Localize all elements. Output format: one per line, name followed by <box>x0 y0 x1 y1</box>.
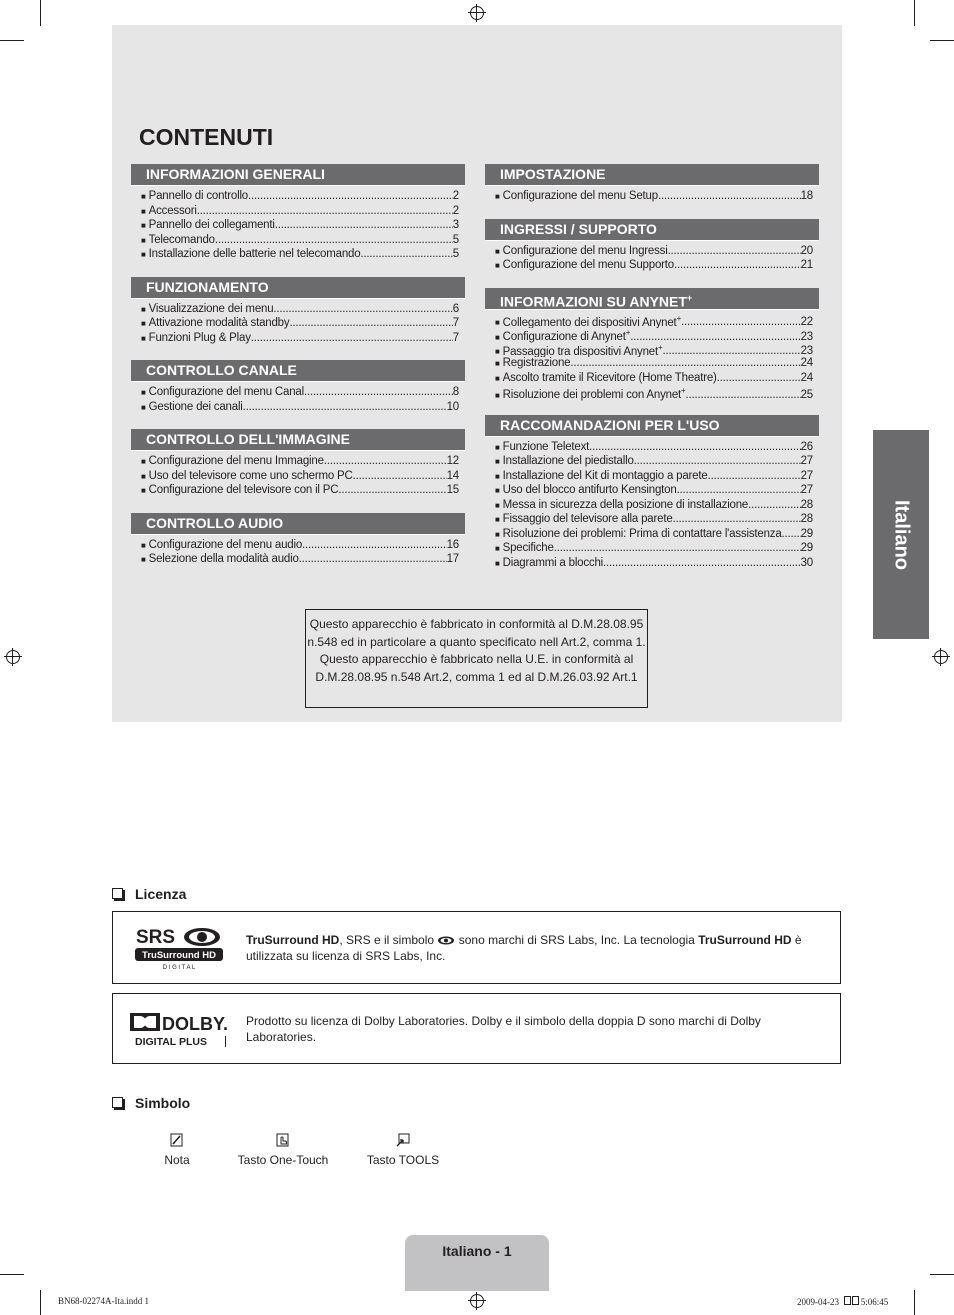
toc-page-number: 7 <box>452 317 459 329</box>
toc-page-number: 5 <box>452 248 459 260</box>
toc-entry: ■ Configurazione del menu Canal ..... 8 <box>131 386 465 401</box>
toc-page-number: 27 <box>800 484 813 496</box>
toc-page-number: 28 <box>800 498 813 511</box>
tools-icon <box>396 1133 410 1147</box>
dolby-logo-icon <box>129 1010 229 1050</box>
toc-entry: ■ Installazione del piedistallo ..... 27 <box>485 455 819 470</box>
toc-entry: ■ Collegamento dei dispositivi Anynet+ ..... 22 <box>485 314 819 329</box>
toc-entry: ■ Uso del televisore come uno schermo PC ..... 14 <box>131 470 465 485</box>
crop-mark <box>930 40 954 41</box>
toc-section <box>131 429 465 499</box>
toc-section <box>485 415 819 572</box>
square-bullet-icon: ■ <box>141 192 146 201</box>
toc-page-number: 25 <box>800 388 813 401</box>
toc-section-heading: FUNZIONAMENTO <box>131 277 465 299</box>
page-number-tab: Italiano - 1 <box>405 1235 549 1291</box>
square-bullet-icon: ■ <box>141 402 146 412</box>
square-bullet-icon: ■ <box>141 486 146 495</box>
page-title: CONTENUTI <box>139 124 274 150</box>
toc-page-number: 29 <box>800 527 813 540</box>
srs-symbol-icon <box>437 936 455 945</box>
square-bullet-icon: ■ <box>495 515 500 524</box>
crop-mark <box>40 1290 41 1315</box>
toc-page-number: 23 <box>800 345 813 357</box>
registration-mark-icon <box>468 1292 486 1310</box>
toc-page-number: 2 <box>452 190 459 202</box>
symbol-note: Nota <box>150 1133 204 1167</box>
square-bullet-icon: ■ <box>141 304 146 314</box>
toc-page-number: 3 <box>452 219 459 231</box>
conformity-notice: Questo apparecchio è fabbricato in conformità al D.M.28.08.95 n.548 ed in particolare a quanto specificato nell Art.2, comma 1. Questo apparecchio è fabbricato nella U.E. in conformità al D.M.28.08.95 n.548 Art.2, comma 1 ed al D.M.26.03.92 Art.1 <box>305 609 648 708</box>
crop-mark <box>930 1274 954 1275</box>
toc-page-number: 24 <box>800 371 813 384</box>
toc-section-heading: CONTROLLO DELL'IMMAGINE <box>131 429 465 451</box>
toc-page-number: 18 <box>800 190 813 202</box>
toc-page-number: 24 <box>800 357 813 369</box>
square-bullet-icon: ■ <box>495 529 500 539</box>
toc-page-number: 7 <box>452 331 459 344</box>
svg-text:D I G I T A L: D I G I T A L <box>162 965 196 970</box>
toc-entry: ■ Installazione delle batterie nel telecomando ..... 5 <box>131 248 465 263</box>
crop-mark <box>914 0 915 26</box>
toc-page-number: 27 <box>800 455 813 467</box>
toc-page-number: 28 <box>800 513 813 525</box>
toc-entry: ■ Telecomando ..... 5 <box>131 234 465 249</box>
toc-section <box>485 164 819 205</box>
toc-page-number: 20 <box>800 244 813 257</box>
square-bullet-icon: ■ <box>141 250 146 259</box>
toc-entry: ■ Pannello di controllo ..... 2 <box>131 190 465 205</box>
registration-mark-icon <box>4 648 22 666</box>
toc-page-number: 8 <box>452 386 459 398</box>
square-bullet-icon: ■ <box>495 373 500 383</box>
square-bullet-icon: ■ <box>495 457 500 466</box>
square-bullet-icon: ■ <box>495 359 500 368</box>
checkbox-square-icon <box>112 1097 123 1108</box>
toc-right-column <box>485 164 819 585</box>
toc-page-number: 27 <box>800 469 813 482</box>
square-bullet-icon: ■ <box>495 390 500 400</box>
square-bullet-icon: ■ <box>141 333 146 343</box>
crop-mark <box>40 0 41 26</box>
toc-section-heading: CONTROLLO CANALE <box>131 360 465 382</box>
dolby-license-box <box>112 993 841 1064</box>
toc-entry: ■ Configurazione del menu Immagine ..... 12 <box>131 455 465 470</box>
toc-left-column <box>131 164 465 582</box>
svg-text:TruSurround HD: TruSurround HD <box>142 950 216 961</box>
toc-page-number: 2 <box>452 204 459 217</box>
square-bullet-icon: ■ <box>141 319 146 328</box>
toc-page-number: 17 <box>446 553 459 565</box>
toc-page-number: 23 <box>800 330 813 343</box>
square-bullet-icon: ■ <box>495 192 500 201</box>
square-bullet-icon: ■ <box>141 235 146 245</box>
toc-section <box>131 513 465 568</box>
footer-file: BN68-02274A-Ita.indd 1 <box>58 1296 149 1306</box>
toc-page-number: 12 <box>446 455 459 467</box>
toc-page-number: 26 <box>800 440 813 453</box>
toc-page-number: 10 <box>446 400 459 413</box>
toc-page-number: 29 <box>800 542 813 554</box>
svg-text:DOLBY.: DOLBY. <box>162 1014 229 1034</box>
toc-section <box>485 288 819 401</box>
toc-section-heading: INFORMAZIONI GENERALI <box>131 164 465 186</box>
toc-page-number: 30 <box>800 556 813 569</box>
square-bullet-icon: ■ <box>495 558 500 568</box>
toc-entry: ■ Fissaggio del televisore alla parete ..... 28 <box>485 513 819 528</box>
symbol-one-touch: Tasto One-Touch <box>232 1133 334 1167</box>
square-bullet-icon: ■ <box>495 471 500 481</box>
square-bullet-icon: ■ <box>141 555 146 564</box>
toc-page-number: 6 <box>452 302 459 315</box>
toc-entry: ■ Attivazione modalità standby ..... 7 <box>131 317 465 332</box>
one-touch-icon <box>276 1133 290 1147</box>
square-bullet-icon: ■ <box>495 442 500 452</box>
toc-entry: ■ Configurazione di Anynet+ ..... 23 <box>485 328 819 343</box>
square-bullet-icon: ■ <box>495 246 500 256</box>
note-icon <box>170 1133 184 1147</box>
toc-entry: ■ Configurazione del menu audio ..... 16 <box>131 539 465 554</box>
srs-license-text: TruSurround HD, SRS e il simbolo sono marchi di SRS Labs, Inc. La tecnologia TruSurround HD è utilizzata su licenza di SRS Labs, Inc. <box>246 933 802 963</box>
toc-section-heading: CONTROLLO AUDIO <box>131 513 465 535</box>
symbol-heading: Simbolo <box>112 1095 190 1111</box>
toc-page-number: 15 <box>446 484 459 496</box>
square-bullet-icon: ■ <box>495 544 500 553</box>
square-bullet-icon: ■ <box>495 318 500 328</box>
square-bullet-icon: ■ <box>141 457 146 466</box>
language-side-tab: Italiano <box>873 430 929 639</box>
toc-entry: ■ Configurazione del televisore con il PC ..... 15 <box>131 484 465 499</box>
toc-entry: ■ Risoluzione dei problemi: Prima di contattare l'assistenza ..... 29 <box>485 528 819 543</box>
srs-logo-icon <box>135 926 225 970</box>
toc-entry: ■ Specifiche ..... 29 <box>485 542 819 557</box>
toc-entry: ■ Installazione del Kit di montaggio a parete ..... 27 <box>485 470 819 485</box>
crop-mark <box>0 1274 24 1275</box>
toc-section <box>131 360 465 415</box>
toc-section <box>131 277 465 347</box>
square-bullet-icon: ■ <box>141 221 146 230</box>
toc-entry: ■ Configurazione del menu Setup ..... 18 <box>485 190 819 205</box>
toc-section-heading: RACCOMANDAZIONI PER L'USO <box>485 415 819 437</box>
toc-page-number: 5 <box>452 233 459 246</box>
square-bullet-icon: ■ <box>141 388 146 397</box>
toc-entry: ■ Funzioni Plug & Play ..... 7 <box>131 332 465 347</box>
registration-mark-icon <box>932 648 950 666</box>
toc-page-number: 14 <box>446 469 459 482</box>
square-bullet-icon: ■ <box>495 261 500 270</box>
toc-entry: ■ Registrazione ..... 24 <box>485 357 819 372</box>
toc-entry: ■ Messa in sicurezza della posizione di installazione ..... 28 <box>485 499 819 514</box>
svg-text:SRS: SRS <box>136 927 176 948</box>
toc-page-number: 22 <box>800 316 813 328</box>
toc-section-heading: INGRESSI / SUPPORTO <box>485 219 819 241</box>
toc-section <box>131 164 465 263</box>
square-bullet-icon: ■ <box>495 332 500 342</box>
toc-entry: ■ Funzione Teletext ..... 26 <box>485 441 819 456</box>
toc-entry: ■ Pannello dei collegamenti ..... 3 <box>131 219 465 234</box>
toc-page-number: 21 <box>800 259 813 271</box>
registration-mark-icon <box>468 4 486 22</box>
toc-entry: ■ Ascolto tramite il Ricevitore (Home Theatre) ..... 24 <box>485 372 819 387</box>
toc-section-heading: IMPOSTAZIONE <box>485 164 819 186</box>
toc-section-heading: INFORMAZIONI SU ANYNET+ <box>485 288 819 310</box>
toc-entry: ■ Visualizzazione dei menu ..... 6 <box>131 303 465 318</box>
checkbox-square-icon <box>112 888 123 899</box>
srs-license-box <box>112 911 841 984</box>
square-bullet-icon: ■ <box>141 206 146 216</box>
footer-date: 2009-04-23 5:06:45 <box>797 1297 889 1307</box>
toc-entry: ■ Diagrammi a blocchi ..... 30 <box>485 557 819 572</box>
license-heading: Licenza <box>112 886 186 902</box>
square-bullet-icon: ■ <box>495 500 500 510</box>
toc-entry: ■ Configurazione del menu Supporto ..... 21 <box>485 259 819 274</box>
toc-entry: ■ Selezione della modalità audio ..... 17 <box>131 553 465 568</box>
toc-entry: ■ Passaggio tra dispositivi Anynet+ ..... 23 <box>485 343 819 358</box>
square-bullet-icon: ■ <box>141 471 146 481</box>
crop-mark <box>0 40 24 41</box>
toc-page-number: 16 <box>446 538 459 551</box>
crop-mark <box>914 1290 915 1315</box>
toc-entry: ■ Uso del blocco antifurto Kensington ..... 27 <box>485 484 819 499</box>
svg-text:DIGITAL PLUS: DIGITAL PLUS <box>135 1036 207 1048</box>
toc-entry: ■ Gestione dei canali ..... 10 <box>131 401 465 416</box>
toc-entry: ■ Configurazione del menu Ingressi ..... 20 <box>485 245 819 260</box>
square-bullet-icon: ■ <box>495 486 500 495</box>
square-bullet-icon: ■ <box>495 347 500 357</box>
square-bullet-icon: ■ <box>141 540 146 550</box>
toc-entry: ■ Risoluzione dei problemi con Anynet+ ..... 25 <box>485 386 819 401</box>
symbol-tools: Tasto TOOLS <box>360 1133 446 1167</box>
dolby-license-text: Prodotto su licenza di Dolby Laboratories. Dolby e il simbolo della doppia D sono marchi di Dolby Laboratories. <box>246 1014 761 1044</box>
toc-entry: ■ Accessori ..... 2 <box>131 205 465 220</box>
toc-section <box>485 219 819 274</box>
